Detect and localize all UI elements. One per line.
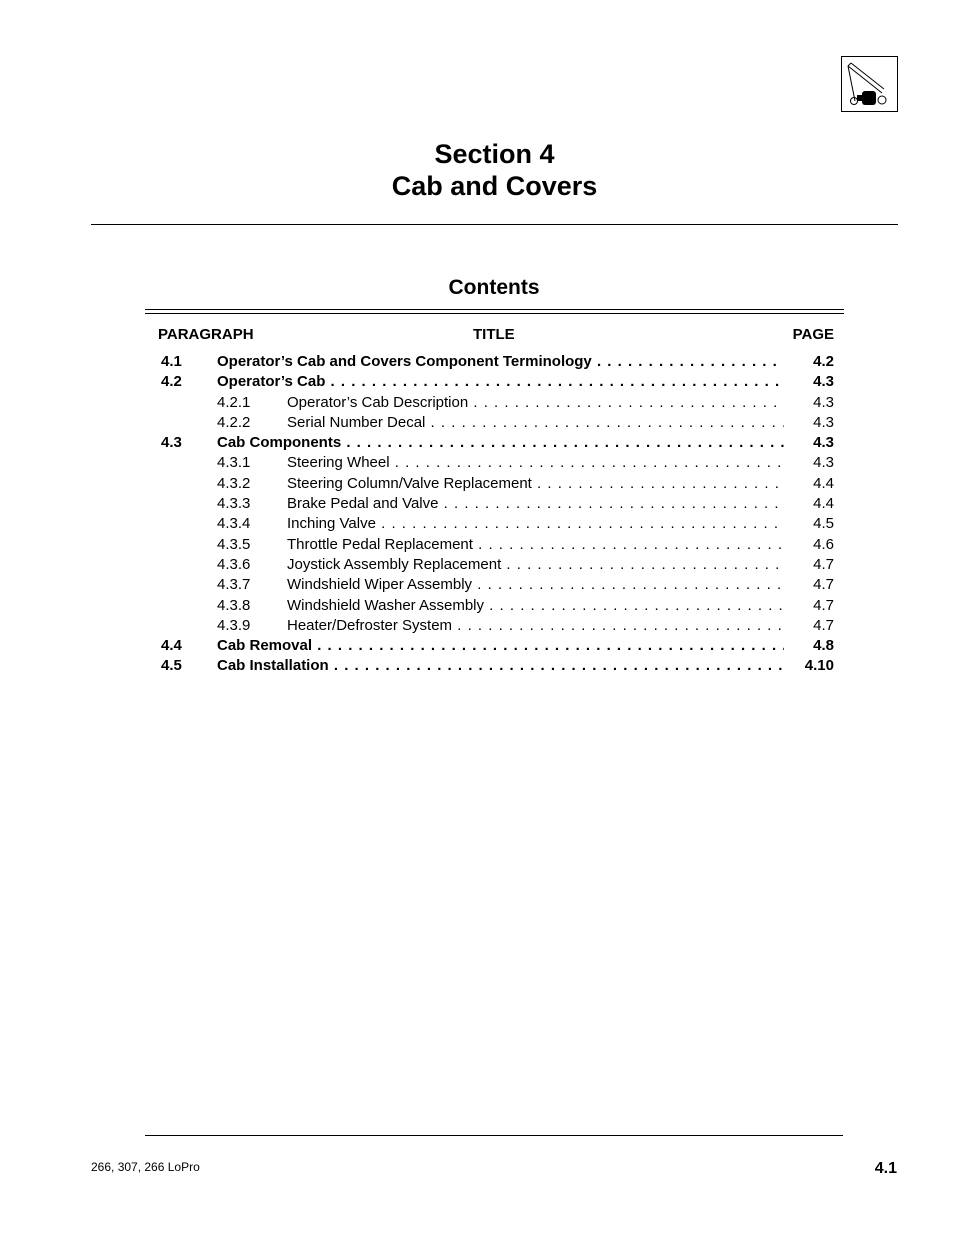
toc-entry-page: 4.3 xyxy=(813,434,834,452)
toc-entry-page: 4.3 xyxy=(813,454,834,472)
toc-entry-number: 4.3 xyxy=(161,434,182,452)
toc-entry-page: 4.7 xyxy=(813,616,834,634)
toc-entry-title: Cab Components . . . xyxy=(217,434,784,451)
header-divider xyxy=(91,224,898,225)
toc-entry-title: Operator’s Cab . . . xyxy=(217,373,784,390)
section-number: Section 4 xyxy=(434,139,555,169)
toc-entry-number: 4.2.1 xyxy=(217,393,251,411)
contents-divider-bottom xyxy=(145,313,844,314)
section-title xyxy=(91,138,898,202)
toc-entry[interactable] xyxy=(0,433,954,453)
toc-entry[interactable] xyxy=(0,494,954,514)
toc-entry-number: 4.3.8 xyxy=(217,596,251,614)
toc-entry-number: 4.3.4 xyxy=(217,515,251,533)
toc-entry-number: 4.3.7 xyxy=(217,576,251,594)
toc-entry-title: Steering Column/Valve Replacement . . . xyxy=(287,475,784,492)
toc-entry-title-with-leader xyxy=(287,555,784,575)
toc-entry-page: 4.3 xyxy=(813,413,834,431)
toc-entry-page: 4.10 xyxy=(804,657,834,675)
toc-entry[interactable] xyxy=(0,575,954,595)
toc-entry[interactable] xyxy=(0,555,954,575)
toc-entry-title: Heater/Defroster System . . . xyxy=(287,617,784,634)
column-header-title: TITLE xyxy=(473,326,515,343)
toc-entry-number: 4.2 xyxy=(161,373,182,391)
toc-entry-number: 4.4 xyxy=(161,637,182,655)
table-of-contents xyxy=(0,352,954,677)
toc-entry[interactable] xyxy=(0,474,954,494)
toc-entry[interactable] xyxy=(0,535,954,555)
toc-entry-page: 4.3 xyxy=(813,393,834,411)
toc-entry-title-with-leader xyxy=(287,393,784,413)
toc-entry-title-with-leader xyxy=(287,474,784,494)
toc-entry-number: 4.1 xyxy=(161,353,182,370)
toc-entry-title: Operator’s Cab Description . . . xyxy=(287,394,784,411)
toc-entry-number: 4.3.6 xyxy=(217,555,251,573)
toc-entry-title: Operator’s Cab and Covers Component Terminology . . . xyxy=(217,353,784,370)
toc-entry[interactable] xyxy=(0,453,954,473)
toc-entry-number: 4.3.9 xyxy=(217,616,251,634)
toc-entry[interactable] xyxy=(0,514,954,534)
contents-divider-top xyxy=(145,309,844,310)
toc-entry[interactable] xyxy=(0,616,954,636)
toc-entry-title: Windshield Washer Assembly . . . xyxy=(287,597,784,614)
column-header-page: PAGE xyxy=(792,326,834,343)
toc-entry[interactable] xyxy=(0,352,954,372)
toc-entry[interactable] xyxy=(0,393,954,413)
telehandler-machine-icon-graphic xyxy=(842,57,897,111)
toc-entry-page: 4.6 xyxy=(813,535,834,553)
toc-entry-title-with-leader xyxy=(287,413,784,433)
toc-entry-title-with-leader xyxy=(217,372,784,392)
toc-entry-number: 4.5 xyxy=(161,657,182,675)
toc-entry-number: 4.3.1 xyxy=(217,454,251,472)
toc-entry-title: Cab Removal . . . xyxy=(217,637,784,654)
toc-entry-title-with-leader xyxy=(217,433,784,453)
toc-entry-title-with-leader xyxy=(287,535,784,555)
toc-entry-title: Windshield Wiper Assembly . . . xyxy=(287,576,784,593)
toc-entry-title: Inching Valve . . . xyxy=(287,515,784,532)
toc-entry-page: 4.7 xyxy=(813,596,834,614)
toc-entry-title-with-leader xyxy=(287,575,784,595)
toc-entry-title-with-leader xyxy=(217,352,784,372)
toc-entry-title: Steering Wheel . . . xyxy=(287,454,784,471)
footer-models: 266, 307, 266 LoPro xyxy=(91,1160,200,1174)
contents-heading: Contents xyxy=(448,276,540,299)
toc-entry[interactable] xyxy=(0,596,954,616)
telehandler-machine-icon xyxy=(841,56,898,112)
toc-entry-title: Serial Number Decal . . . xyxy=(287,414,784,431)
toc-entry-page: 4.8 xyxy=(813,637,834,655)
toc-entry-title-with-leader xyxy=(287,514,784,534)
toc-entry-page: 4.5 xyxy=(813,515,834,533)
toc-entry[interactable] xyxy=(0,636,954,656)
toc-entry-page: 4.7 xyxy=(813,555,834,573)
toc-entry[interactable] xyxy=(0,372,954,392)
footer-divider xyxy=(145,1135,843,1136)
toc-entry-page: 4.4 xyxy=(813,474,834,492)
toc-entry-number: 4.3.5 xyxy=(217,535,251,553)
toc-entry-number: 4.3.3 xyxy=(217,495,251,513)
section-name: Cab and Covers xyxy=(391,171,598,201)
column-header-paragraph: PARAGRAPH xyxy=(158,326,254,343)
toc-entry-title: Joystick Assembly Replacement . . . xyxy=(287,556,784,573)
toc-entry-number: 4.2.2 xyxy=(217,413,251,431)
footer-page-number: 4.1 xyxy=(874,1160,897,1177)
toc-entry-title-with-leader xyxy=(217,636,784,656)
toc-entry-title: Throttle Pedal Replacement . . . xyxy=(287,536,784,553)
toc-entry-title: Brake Pedal and Valve . . . xyxy=(287,495,784,512)
toc-entry[interactable] xyxy=(0,656,954,676)
toc-entry-title-with-leader xyxy=(287,453,784,473)
toc-entry-title-with-leader xyxy=(287,616,784,636)
toc-entry-title-with-leader xyxy=(287,494,784,514)
toc-entry-page: 4.2 xyxy=(813,353,834,370)
toc-entry-number: 4.3.2 xyxy=(217,474,251,492)
toc-entry-title: Cab Installation . . . xyxy=(217,657,784,674)
toc-entry-page: 4.4 xyxy=(813,495,834,513)
toc-entry-page: 4.7 xyxy=(813,576,834,594)
toc-entry-title-with-leader xyxy=(287,596,784,616)
toc-entry-page: 4.3 xyxy=(813,373,834,391)
toc-entry[interactable] xyxy=(0,413,954,433)
toc-entry-title-with-leader xyxy=(217,656,784,676)
